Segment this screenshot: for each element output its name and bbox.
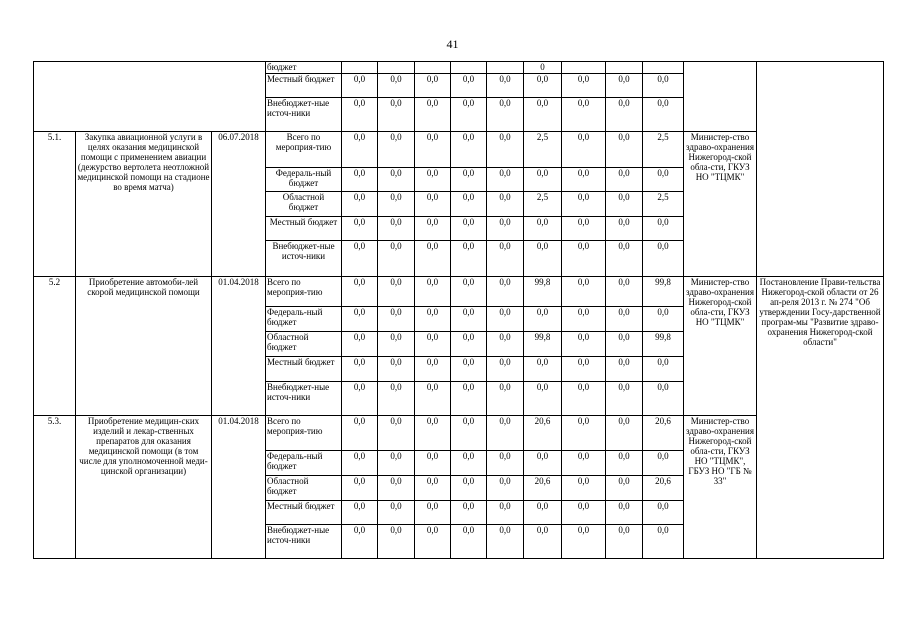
- value-cell: 0,0: [415, 525, 451, 559]
- value-cell: 0,0: [562, 168, 606, 192]
- value-cell: 0,0: [342, 98, 378, 132]
- value-cell: 0,0: [342, 332, 378, 357]
- table-row: [34, 132, 884, 168]
- value-cell: 0,0: [451, 476, 487, 501]
- item-date: 01.04.2018: [212, 416, 266, 559]
- value-cell: 0,0: [415, 132, 451, 168]
- value-cell: 0,0: [378, 168, 415, 192]
- empty-cell: [34, 62, 266, 132]
- value-cell: 0,0: [378, 192, 415, 217]
- item-name: Приобретение медицин-ских изделий и лекар-ственных препаратов для оказания медицинской помощи (в том числе для уполномоченной меди-цинской организации): [76, 416, 212, 559]
- funding-source: Местный бюджет: [266, 501, 342, 525]
- item-number: 5.3.: [34, 416, 76, 559]
- value-cell: 0,0: [415, 307, 451, 332]
- table-row: [34, 416, 884, 451]
- value-cell: 0,0: [342, 168, 378, 192]
- value-cell: 0,0: [378, 132, 415, 168]
- empty-cell: [757, 62, 884, 277]
- value-cell: 0,0: [342, 74, 378, 98]
- value-cell: 0,0: [415, 476, 451, 501]
- value-cell: 0,0: [342, 277, 378, 307]
- value-cell: 0,0: [562, 74, 606, 98]
- value-cell: 0,0: [487, 132, 524, 168]
- value-cell: 0,0: [451, 168, 487, 192]
- value-cell: [451, 62, 487, 74]
- funding-source: Федераль-ный бюджет: [266, 168, 342, 192]
- value-cell: 20,6: [643, 416, 684, 451]
- empty-cell: [684, 62, 757, 132]
- value-cell: 0,0: [451, 241, 487, 277]
- value-cell: 0,0: [524, 168, 562, 192]
- value-cell: 99,8: [524, 332, 562, 357]
- value-cell: 0,0: [606, 74, 643, 98]
- value-cell: [562, 62, 606, 74]
- item-executor: Министер-ство здраво-охранения Нижегород-ской обла-сти, ГКУЗ НО "ТЦМК": [684, 132, 757, 277]
- value-cell: 0,0: [524, 382, 562, 416]
- value-cell: 0,0: [643, 168, 684, 192]
- value-cell: 0,0: [606, 98, 643, 132]
- value-cell: 0,0: [451, 192, 487, 217]
- value-cell: 0,0: [606, 217, 643, 241]
- funding-source: Внебюджет-ные источ-ники: [266, 525, 342, 559]
- value-cell: 0,0: [378, 74, 415, 98]
- value-cell: 0,0: [487, 525, 524, 559]
- value-cell: 0: [524, 62, 562, 74]
- value-cell: 0,0: [487, 332, 524, 357]
- value-cell: 0,0: [643, 382, 684, 416]
- value-cell: 0,0: [562, 217, 606, 241]
- value-cell: 0,0: [524, 307, 562, 332]
- funding-source: Федераль-ный бюджет: [266, 451, 342, 476]
- value-cell: [378, 62, 415, 74]
- value-cell: 0,0: [378, 357, 415, 382]
- value-cell: 0,0: [415, 74, 451, 98]
- value-cell: 2,5: [643, 192, 684, 217]
- value-cell: 0,0: [451, 132, 487, 168]
- item-date: 06.07.2018: [212, 132, 266, 277]
- value-cell: 0,0: [342, 382, 378, 416]
- value-cell: 0,0: [524, 501, 562, 525]
- value-cell: 0,0: [487, 192, 524, 217]
- value-cell: 0,0: [606, 307, 643, 332]
- value-cell: 0,0: [606, 277, 643, 307]
- value-cell: 0,0: [451, 382, 487, 416]
- value-cell: 0,0: [562, 307, 606, 332]
- value-cell: 0,0: [487, 307, 524, 332]
- value-cell: 0,0: [342, 132, 378, 168]
- value-cell: 0,0: [378, 501, 415, 525]
- item-number: 5.2: [34, 277, 76, 416]
- value-cell: 2,5: [524, 192, 562, 217]
- value-cell: 0,0: [562, 451, 606, 476]
- value-cell: 0,0: [342, 357, 378, 382]
- value-cell: 0,0: [487, 382, 524, 416]
- value-cell: 0,0: [451, 307, 487, 332]
- value-cell: 0,0: [451, 451, 487, 476]
- value-cell: 99,8: [643, 332, 684, 357]
- value-cell: 0,0: [415, 357, 451, 382]
- value-cell: 0,0: [342, 525, 378, 559]
- value-cell: 0,0: [451, 277, 487, 307]
- value-cell: 0,0: [415, 382, 451, 416]
- value-cell: 0,0: [643, 98, 684, 132]
- value-cell: 0,0: [415, 277, 451, 307]
- value-cell: 0,0: [378, 476, 415, 501]
- value-cell: 2,5: [643, 132, 684, 168]
- value-cell: 0,0: [415, 217, 451, 241]
- value-cell: [643, 62, 684, 74]
- value-cell: 0,0: [487, 501, 524, 525]
- value-cell: 99,8: [524, 277, 562, 307]
- item-executor: Министер-ство здраво-охранения Нижегород-ской обла-сти, ГКУЗ НО "ТЦМК", ГБУЗ НО "ГБ № 33": [684, 416, 757, 559]
- value-cell: 0,0: [643, 525, 684, 559]
- funding-source: Областной бюджет: [266, 332, 342, 357]
- value-cell: 0,0: [342, 501, 378, 525]
- value-cell: 0,0: [643, 241, 684, 277]
- value-cell: 0,0: [487, 357, 524, 382]
- value-cell: 20,6: [524, 476, 562, 501]
- value-cell: 0,0: [415, 192, 451, 217]
- value-cell: 0,0: [415, 501, 451, 525]
- value-cell: 0,0: [415, 98, 451, 132]
- value-cell: 0,0: [606, 132, 643, 168]
- value-cell: 0,0: [524, 241, 562, 277]
- funding-source: бюджет: [266, 62, 342, 74]
- value-cell: 0,0: [378, 277, 415, 307]
- value-cell: 0,0: [606, 192, 643, 217]
- value-cell: 0,0: [487, 451, 524, 476]
- value-cell: 0,0: [606, 382, 643, 416]
- value-cell: 0,0: [606, 416, 643, 451]
- funding-source: Всего по мероприя-тию: [266, 416, 342, 451]
- item-date: 01.04.2018: [212, 277, 266, 416]
- value-cell: 0,0: [606, 168, 643, 192]
- value-cell: 0,0: [606, 332, 643, 357]
- value-cell: 0,0: [606, 476, 643, 501]
- funding-source: Всего по мероприя-тию: [266, 132, 342, 168]
- value-cell: 0,0: [415, 451, 451, 476]
- value-cell: 0,0: [415, 168, 451, 192]
- value-cell: 0,0: [342, 451, 378, 476]
- value-cell: 0,0: [487, 98, 524, 132]
- value-cell: 0,0: [562, 382, 606, 416]
- item-name: Приобретение автомоби-лей скорой медицинской помощи: [76, 277, 212, 416]
- value-cell: 0,0: [378, 416, 415, 451]
- value-cell: 20,6: [643, 476, 684, 501]
- value-cell: 0,0: [524, 74, 562, 98]
- table-row: [34, 277, 884, 307]
- value-cell: 0,0: [451, 74, 487, 98]
- value-cell: 0,0: [342, 476, 378, 501]
- value-cell: 0,0: [378, 241, 415, 277]
- funding-source: Всего по мероприя-тию: [266, 277, 342, 307]
- value-cell: 0,0: [606, 241, 643, 277]
- value-cell: 0,0: [643, 307, 684, 332]
- value-cell: 0,0: [562, 132, 606, 168]
- item-name: Закупка авиационной услуги в целях оказания медицинской помощи с применением авиации (дежурство вертолета неотложной медицинской помощи на стадионе во время матча): [76, 132, 212, 277]
- value-cell: 0,0: [562, 476, 606, 501]
- funding-source: Местный бюджет: [266, 74, 342, 98]
- value-cell: 0,0: [415, 241, 451, 277]
- value-cell: 0,0: [451, 416, 487, 451]
- value-cell: 0,0: [562, 332, 606, 357]
- value-cell: 0,0: [342, 416, 378, 451]
- funding-source: Внебюджет-ные источ-ники: [266, 382, 342, 416]
- value-cell: 0,0: [451, 525, 487, 559]
- value-cell: [415, 62, 451, 74]
- funding-source: Местный бюджет: [266, 217, 342, 241]
- value-cell: 0,0: [487, 168, 524, 192]
- value-cell: 0,0: [643, 357, 684, 382]
- value-cell: 0,0: [562, 277, 606, 307]
- item-executor: Министер-ство здраво-охранения Нижегород-ской обла-сти, ГКУЗ НО "ТЦМК": [684, 277, 757, 416]
- value-cell: 2,5: [524, 132, 562, 168]
- value-cell: 0,0: [562, 98, 606, 132]
- value-cell: 0,0: [606, 525, 643, 559]
- value-cell: 0,0: [487, 241, 524, 277]
- value-cell: 0,0: [487, 217, 524, 241]
- program-table: [33, 61, 884, 559]
- value-cell: 0,0: [562, 192, 606, 217]
- value-cell: 0,0: [378, 307, 415, 332]
- value-cell: 0,0: [643, 74, 684, 98]
- funding-source: Внебюджет-ные источ-ники: [266, 98, 342, 132]
- value-cell: [487, 62, 524, 74]
- value-cell: 0,0: [562, 501, 606, 525]
- funding-source: Местный бюджет: [266, 357, 342, 382]
- funding-source: Федераль-ный бюджет: [266, 307, 342, 332]
- value-cell: 0,0: [378, 98, 415, 132]
- value-cell: 0,0: [524, 98, 562, 132]
- value-cell: 0,0: [606, 451, 643, 476]
- value-cell: 0,0: [606, 501, 643, 525]
- value-cell: 0,0: [342, 192, 378, 217]
- value-cell: 0,0: [451, 332, 487, 357]
- value-cell: 0,0: [524, 525, 562, 559]
- value-cell: 0,0: [487, 277, 524, 307]
- value-cell: 0,0: [487, 416, 524, 451]
- value-cell: 0,0: [378, 217, 415, 241]
- value-cell: [342, 62, 378, 74]
- value-cell: 0,0: [415, 332, 451, 357]
- value-cell: 0,0: [562, 241, 606, 277]
- value-cell: 0,0: [451, 357, 487, 382]
- value-cell: 0,0: [606, 357, 643, 382]
- value-cell: 0,0: [342, 217, 378, 241]
- value-cell: 0,0: [451, 98, 487, 132]
- value-cell: 20,6: [524, 416, 562, 451]
- value-cell: 0,0: [524, 451, 562, 476]
- value-cell: 0,0: [487, 74, 524, 98]
- value-cell: 0,0: [378, 332, 415, 357]
- legal-basis-note: Постановление Прави-тельства Нижегород-ской области от 26 ап-реля 2013 г. № 274 "Об утверждении Госу-дарственной програм-мы "Развитие здраво-охранения Нижегород-ской области": [757, 277, 884, 559]
- value-cell: 0,0: [451, 217, 487, 241]
- value-cell: [606, 62, 643, 74]
- value-cell: 0,0: [643, 501, 684, 525]
- value-cell: 0,0: [415, 416, 451, 451]
- page-number: 41: [446, 37, 459, 51]
- value-cell: 0,0: [562, 416, 606, 451]
- value-cell: 0,0: [451, 501, 487, 525]
- value-cell: 0,0: [524, 357, 562, 382]
- value-cell: 0,0: [562, 357, 606, 382]
- value-cell: 0,0: [524, 217, 562, 241]
- value-cell: 0,0: [643, 217, 684, 241]
- funding-source: Областной бюджет: [266, 192, 342, 217]
- value-cell: 0,0: [643, 451, 684, 476]
- item-number: 5.1.: [34, 132, 76, 277]
- value-cell: 0,0: [342, 241, 378, 277]
- value-cell: 0,0: [378, 451, 415, 476]
- value-cell: 0,0: [562, 525, 606, 559]
- value-cell: 0,0: [378, 525, 415, 559]
- value-cell: 0,0: [378, 382, 415, 416]
- funding-source: Областной бюджет: [266, 476, 342, 501]
- table-row: [34, 62, 884, 74]
- value-cell: 0,0: [342, 307, 378, 332]
- value-cell: 99,8: [643, 277, 684, 307]
- value-cell: 0,0: [487, 476, 524, 501]
- funding-source: Внебюджет-ные источ-ники: [266, 241, 342, 277]
